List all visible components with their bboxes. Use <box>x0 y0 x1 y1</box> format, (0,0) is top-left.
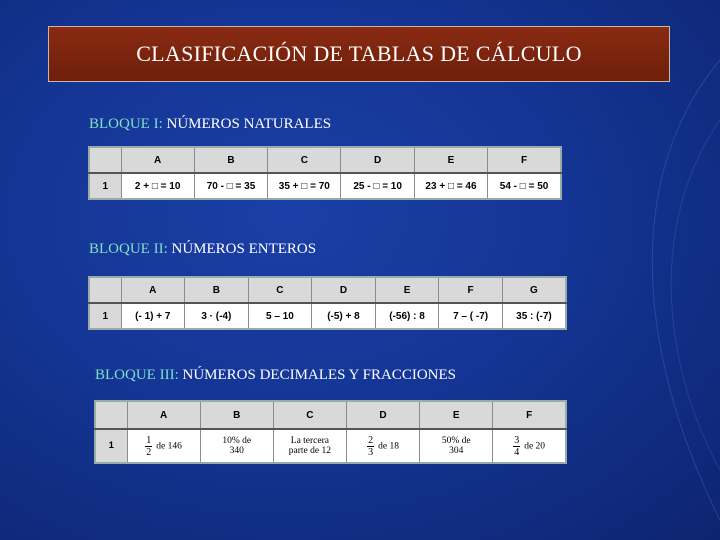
page-title: CLASIFICACIÓN DE TABLAS DE CÁLCULO <box>136 41 582 66</box>
fraction-denominator: 3 <box>368 446 374 458</box>
header-cell-b: B <box>200 401 273 429</box>
header-cell-corner <box>89 277 121 303</box>
block-1-label <box>89 116 331 133</box>
header-cell-e: E <box>375 277 439 303</box>
cell-line-1: 10% de <box>222 435 252 446</box>
header-cell-e: E <box>420 401 493 429</box>
cell-f1: 7 – ( -7) <box>439 303 503 329</box>
cell-c1: 5 – 10 <box>248 303 312 329</box>
fraction-numerator: 3 <box>514 434 520 446</box>
table-row <box>89 303 566 329</box>
cell-f1: 54 - □ = 50 <box>488 173 561 199</box>
block-3-title: NÚMEROS DECIMALES Y FRACCIONES <box>178 367 456 383</box>
cell-line-1: 50% de <box>441 435 471 446</box>
cell-e1: 23 + □ = 46 <box>414 173 487 199</box>
cell-line-2: 304 <box>449 446 464 456</box>
block-3-prefix: BLOQUE III: <box>95 367 179 383</box>
header-cell-corner <box>89 147 121 173</box>
table-header-row <box>95 401 566 429</box>
header-cell-b: B <box>194 147 267 173</box>
header-cell-e: E <box>414 147 487 173</box>
cell-a1: 2 + □ = 10 <box>121 173 194 199</box>
block-1-title: NÚMEROS NATURALES <box>162 116 332 132</box>
header-cell-d: D <box>341 147 414 173</box>
cell-d1: (-5) + 8 <box>312 303 376 329</box>
cell-b1: 70 - □ = 35 <box>194 173 267 199</box>
header-cell-d: D <box>312 277 376 303</box>
header-cell-c: C <box>248 277 312 303</box>
block-1-prefix: BLOQUE I: <box>89 116 163 132</box>
cell-text: de 146 <box>156 441 182 452</box>
cell-text: de 18 <box>378 441 399 452</box>
block-2-label <box>89 241 316 258</box>
title-banner <box>48 26 670 82</box>
cell-e1 <box>420 429 493 463</box>
table-block-3 <box>94 400 567 464</box>
cell-b1 <box>200 429 273 463</box>
cell-c1 <box>273 429 346 463</box>
header-cell-c: C <box>273 401 346 429</box>
cell-line-2: parte de 12 <box>288 446 331 456</box>
cell-line-2: 340 <box>229 446 244 456</box>
table-block-1 <box>88 146 562 200</box>
header-cell-g: G <box>502 277 566 303</box>
block-2-title: NÚMEROS ENTEROS <box>167 241 317 257</box>
table-header-row <box>89 277 566 303</box>
cell-e1: (-56) : 8 <box>375 303 439 329</box>
header-cell-a: A <box>127 401 200 429</box>
cell-line-1: La tercera <box>290 435 329 446</box>
table-block-2 <box>88 276 567 330</box>
fraction-denominator: 4 <box>514 446 520 458</box>
block-2-prefix: BLOQUE II: <box>89 241 168 257</box>
header-cell-d: D <box>346 401 419 429</box>
cell-a1: (- 1) + 7 <box>121 303 185 329</box>
cell-g1: 35 : (-7) <box>502 303 566 329</box>
block-3-label <box>95 367 456 384</box>
table-row <box>89 173 561 199</box>
table-header-row <box>89 147 561 173</box>
row-number: 1 <box>89 303 121 329</box>
row-number: 1 <box>89 173 121 199</box>
header-cell-f: F <box>439 277 503 303</box>
fraction <box>367 435 374 458</box>
header-cell-f: F <box>488 147 561 173</box>
cell-a1 <box>127 429 200 463</box>
header-cell-a: A <box>121 147 194 173</box>
cell-b1: 3 · (-4) <box>185 303 249 329</box>
cell-c1: 35 + □ = 70 <box>268 173 341 199</box>
cell-text: de 20 <box>524 441 546 452</box>
header-cell-a: A <box>121 277 185 303</box>
cell-d1: 25 - □ = 10 <box>341 173 414 199</box>
cell-f1 <box>493 429 566 463</box>
header-cell-f: F <box>493 401 566 429</box>
table-row <box>95 429 566 463</box>
fraction-numerator: 2 <box>368 434 374 446</box>
fraction-numerator: 1 <box>146 434 152 446</box>
header-cell-c: C <box>268 147 341 173</box>
fraction-denominator: 2 <box>146 446 152 458</box>
header-cell-corner <box>95 401 127 429</box>
header-cell-b: B <box>185 277 249 303</box>
row-number: 1 <box>95 429 127 463</box>
fraction <box>513 435 520 458</box>
cell-d1 <box>346 429 419 463</box>
fraction <box>145 435 152 458</box>
